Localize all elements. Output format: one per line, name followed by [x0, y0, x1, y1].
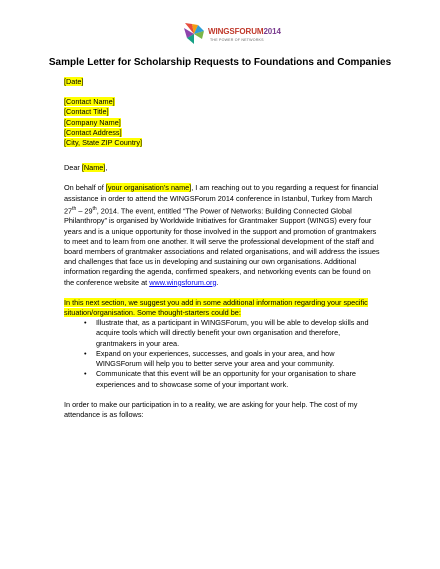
suggestion-paragraph: In this next section, we suggest you add in some additional information regarding your specific situation/organisation. Some thought-starters could be:	[64, 297, 368, 318]
logo-wordmark	[208, 27, 281, 36]
cost-paragraph: In order to make our participation in to a reality, we are asking for your help. The cost of my attendance is as follows:	[64, 399, 358, 419]
date-line	[64, 77, 382, 87]
document-title: Sample Letter for Scholarship Requests to Foundations and Companies	[48, 57, 392, 68]
list-item: • Communicate that this event will be an opportunity for your organisation to share experiences and to showcase some of your important work.	[96, 369, 382, 389]
address-line: [City, State ZIP Country]	[64, 138, 142, 148]
address-block	[64, 97, 382, 148]
salutation-name: [Name]	[81, 163, 106, 173]
address-line: [Contact Title]	[64, 107, 109, 117]
wings-logo-icon	[182, 22, 206, 46]
address-line: [Contact Address]	[64, 127, 122, 137]
date-placeholder: [Date]	[64, 77, 84, 86]
wingsforum-logo	[182, 22, 282, 50]
org-name-placeholder: [your organisation’s name]	[105, 183, 192, 193]
salutation: Dear [Name],	[64, 163, 108, 173]
list-item: • Illustrate that, as a participant in WINGSForum, you will be able to develop skills and acquire tools which will directly benefit your own organisation and therefore, grantmakers in your area.	[96, 318, 382, 349]
logo-tagline: THE POWER OF NETWORKS	[210, 38, 264, 42]
thought-starter-list	[64, 318, 382, 389]
conference-website-link[interactable]: www.wingsforum.org	[149, 277, 217, 287]
address-line: [Contact Name]	[64, 97, 115, 107]
list-item: • Expand on your experiences, successes, and goals in your area, and how WINGSForum will help you to better serve your area and your community.	[96, 349, 382, 369]
letter-body	[64, 77, 382, 420]
logo-year: 2014	[263, 27, 281, 36]
intro-paragraph: On behalf of [your organisation’s name], I am reaching out to you regarding a request for financial assistance in order to attend the WINGSForum 2014 conference in Istanbul, Turkey from March 27th – 29th, 2014. The event, entitled “The Power of Networks: Building Connected Global Philanthropy” is organised by Worldwide Initiatives for Grantmaker Support (WINGS) every four years and is a unique opportunity for those involved in the support and promotion of grantmakers to meet and to learn from one another. It will serve the professional development of the staff and board members of grantmaker associations and related organisations, and will address the issues and challenges that face us in developing and sustaining our own organisations. Additional information regarding the agenda, confirmed speakers, and networking events can be found on the conference website at www.wingsforum.org.	[64, 183, 380, 287]
address-line: [Company Name]	[64, 117, 121, 127]
logo-wordmark-text: WINGSFORUM	[208, 27, 264, 36]
